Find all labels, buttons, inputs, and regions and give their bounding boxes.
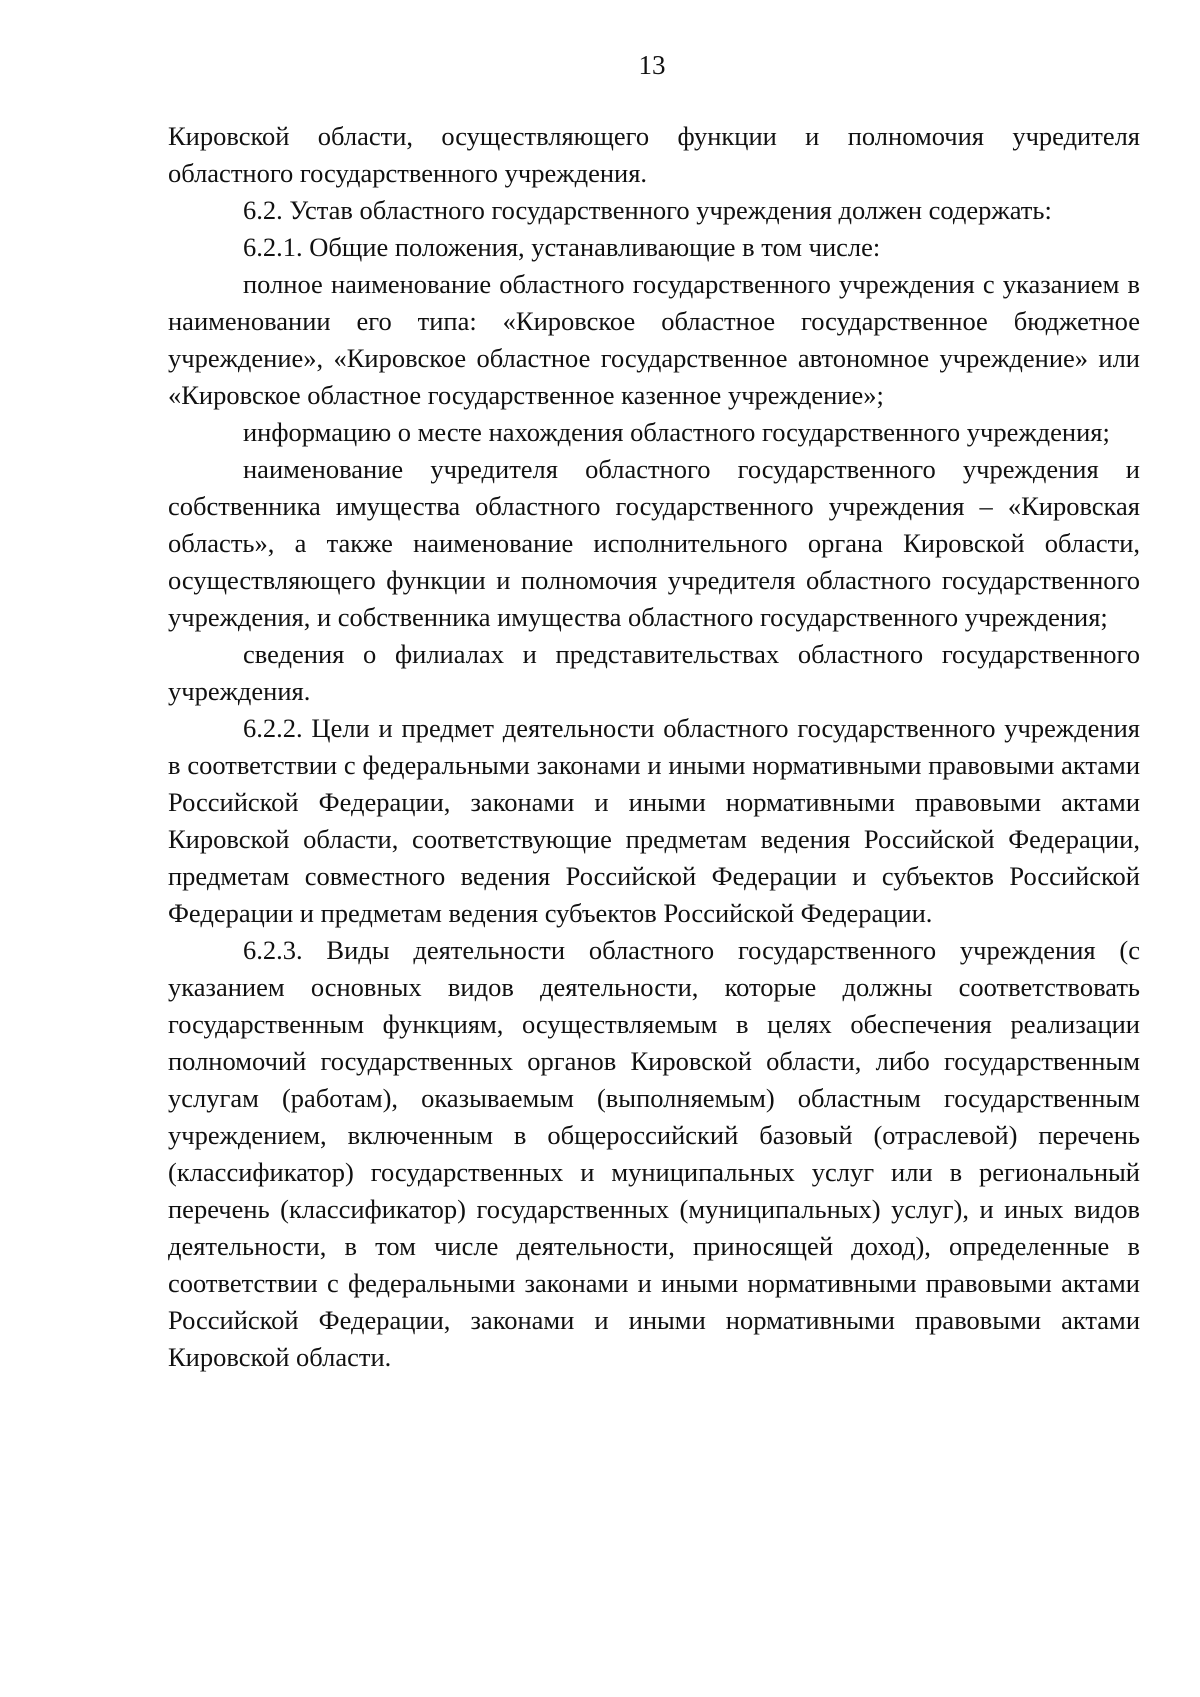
- paragraph-clause-6-2-1: 6.2.1. Общие положения, устанавливающие в том числе:: [243, 232, 881, 262]
- paragraph-clause-6-2: 6.2. Устав областного государственного учреждения должен содержать:: [243, 195, 1052, 225]
- paragraph-full-name: полное наименование областного государственного учреждения с указанием в наименовании его типа: «Кировское областное государственное бюджетное учреждение», «Кировское областное государственное автономное учреждение» или «Кировское областное государственное казенное учреждение»;: [168, 269, 1140, 410]
- paragraph-founder: наименование учредителя областного государственного учреждения и собственника имущества областного государственного учреждения – «Кировская область», а также наименование исполнительного органа Кировской области, осуществляющего функции и полномочия учредителя областного государственного учреждения, и собственника имущества областного государственного учреждения;: [168, 454, 1140, 632]
- paragraph-location: информацию о месте нахождения областного государственного учреждения;: [243, 417, 1110, 447]
- page-number: 13: [638, 50, 666, 80]
- paragraph-continuation: Кировской области, осуществляющего функции и полномочия учредителя областного государственного учреждения.: [168, 121, 1140, 188]
- paragraph-clause-6-2-2: 6.2.2. Цели и предмет деятельности областного государственного учреждения в соответствии с федеральными законами и иными нормативными правовыми актами Российской Федерации, законами и иными нормативными правовыми актами Кировской области, соответствующие предметам ведения Российской Федерации, предметам совместного ведения Российской Федерации и субъектов Российской Федерации и предметам ведения субъектов Российской Федерации.: [168, 713, 1140, 928]
- paragraph-branches: сведения о филиалах и представительствах областного государственного учреждения.: [168, 639, 1140, 706]
- document-body: [168, 118, 1140, 1376]
- paragraph-clause-6-2-3: 6.2.3. Виды деятельности областного государственного учреждения (с указанием основных видов деятельности, которые должны соответствовать государственным функциям, осуществляемым в целях обеспечения реализации полномочий государственных органов Кировской области, либо государственным услугам (работам), оказываемым (выполняемым) областным государственным учреждением, включенным в общероссийский базовый (отраслевой) перечень (классификатор) государственных и муниципальных услуг или в региональный перечень (классификатор) государственных (муниципальных) услуг), и иных видов деятельности, в том числе деятельности, приносящей доход), определенные в соответствии с федеральными законами и иными нормативными правовыми актами Российской Федерации, законами и иными нормативными правовыми актами Кировской области.: [168, 935, 1140, 1372]
